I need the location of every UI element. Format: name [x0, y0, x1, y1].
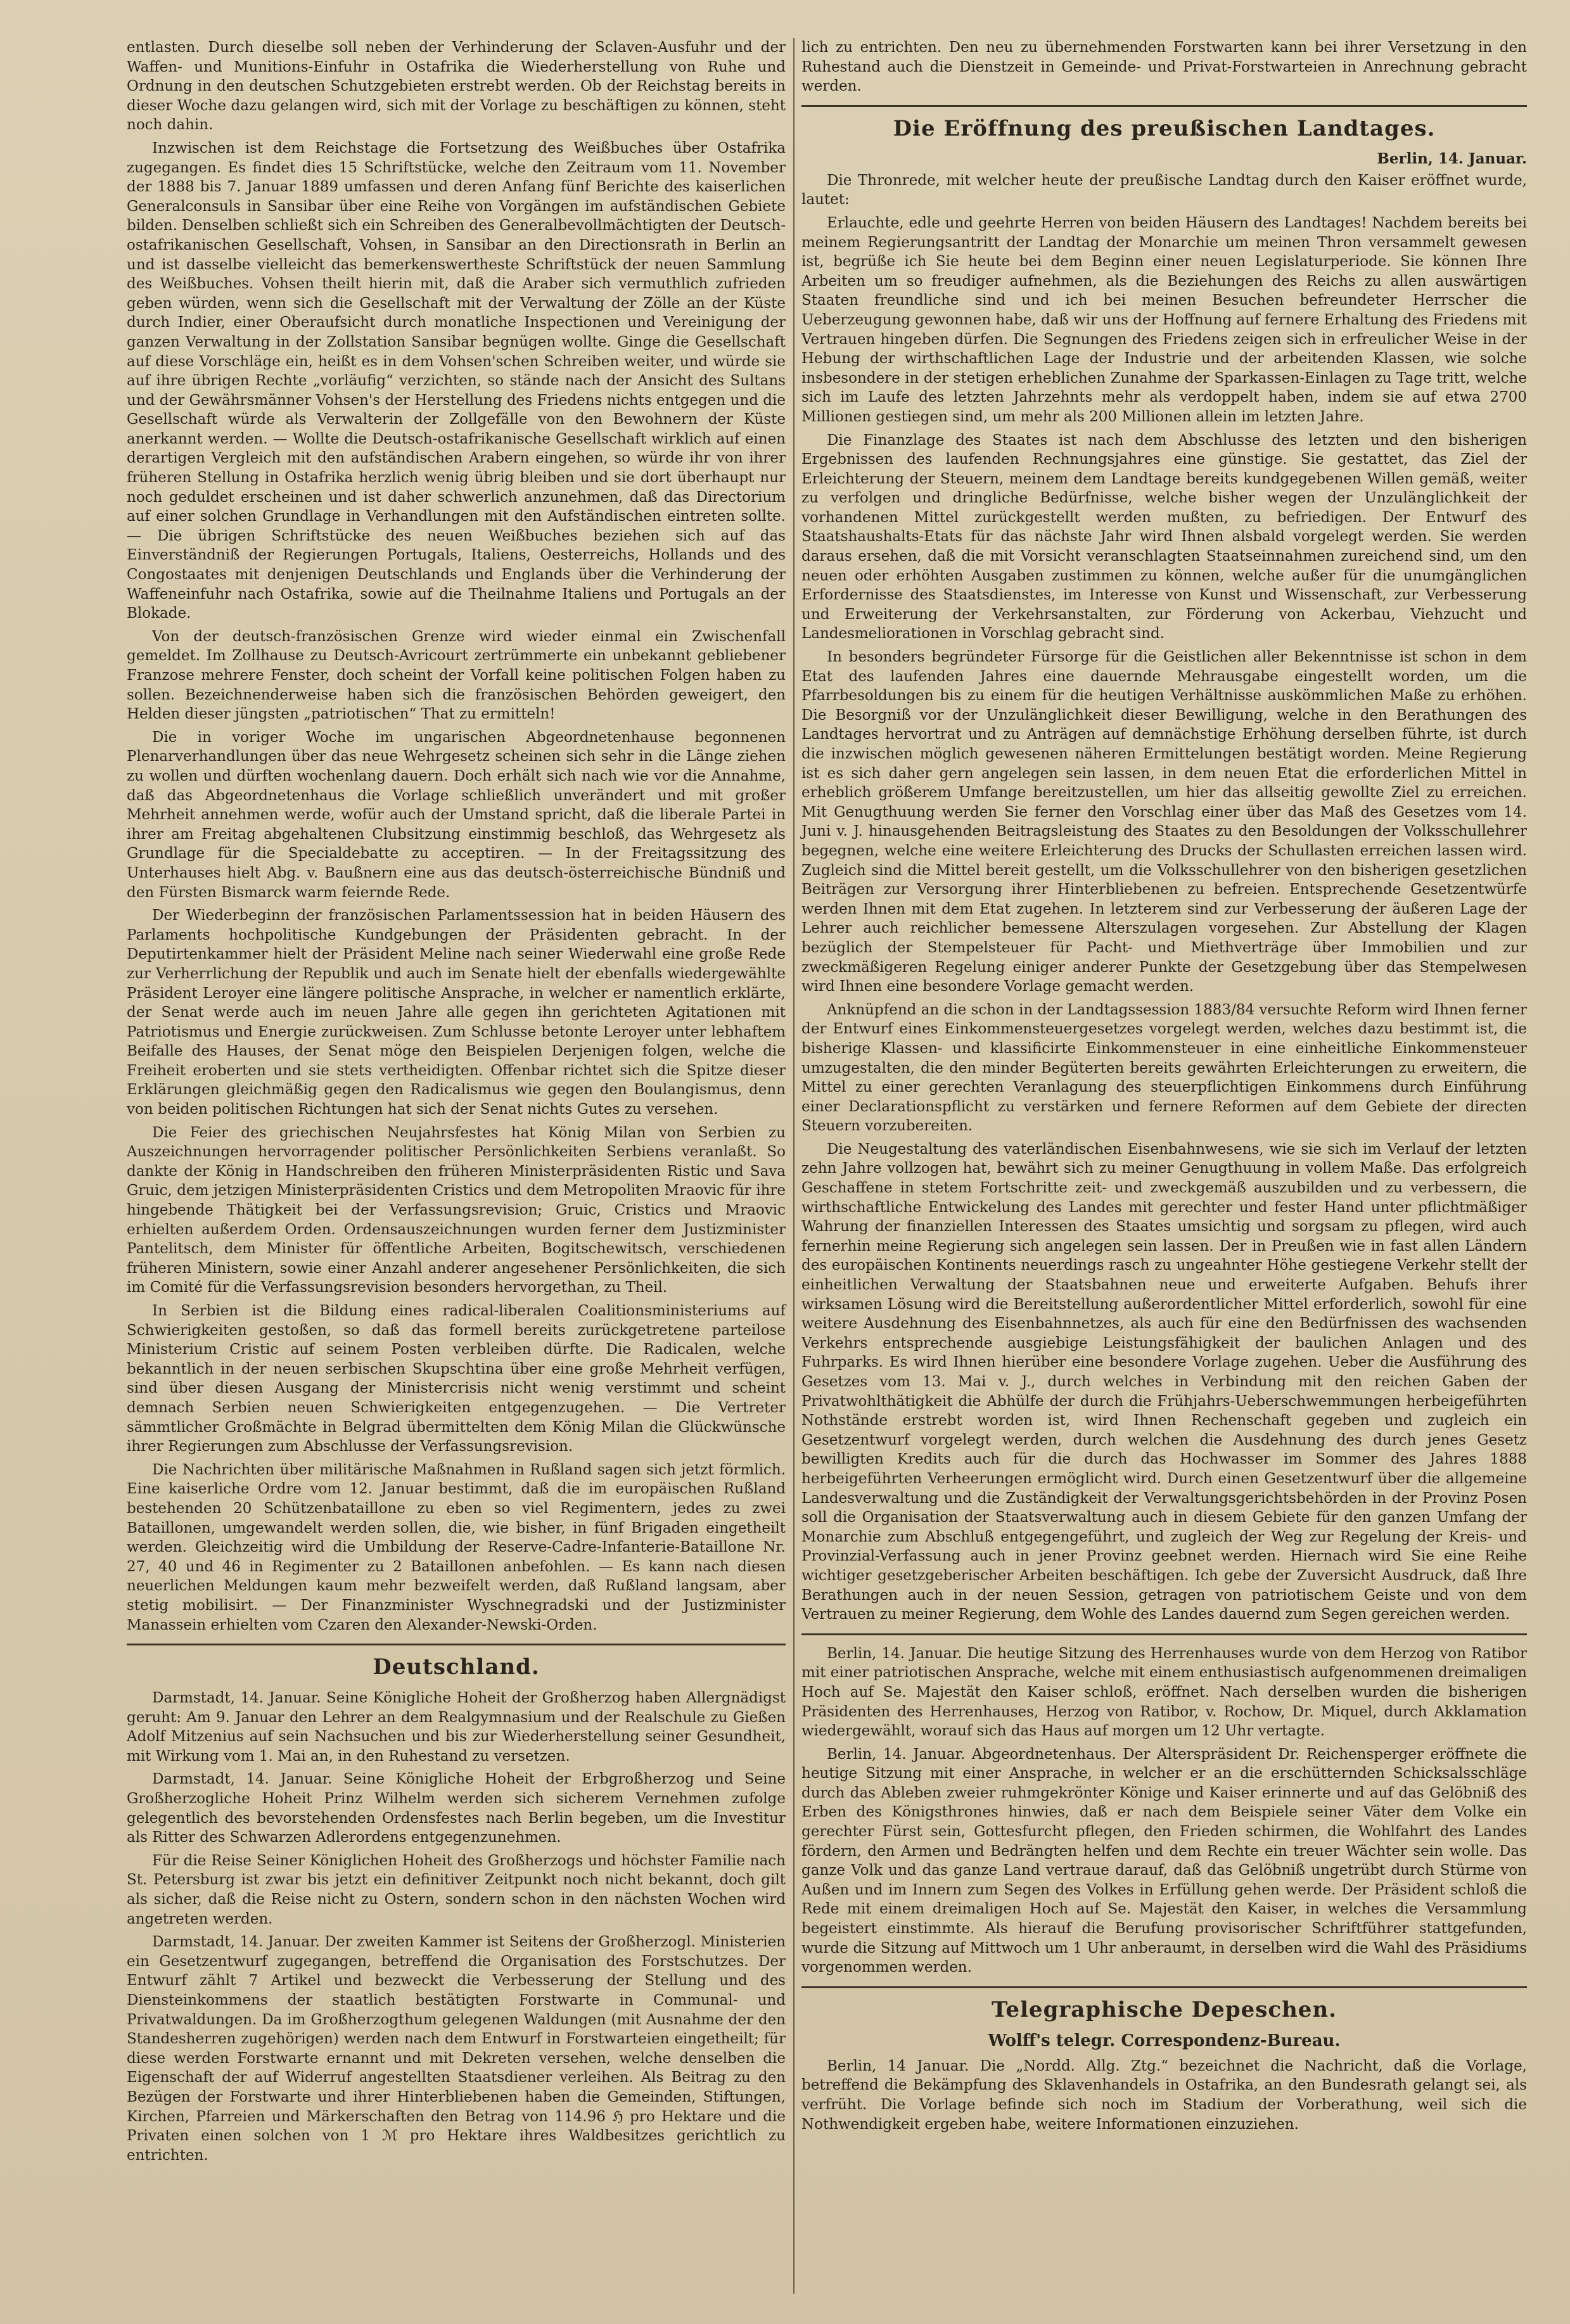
- paragraph: Die Neugestaltung des vaterländischen Eisenbahnwesens, wie sie sich im Verlauf der letzten zehn Jahre vollzogen hat, bewährt sich zu meiner Genugthuung in vollem Maße. Das erfolgreich Geschaffene in stetem Fortschritte zeit- und zweckgemäß auszubilden und zu verbessern, die wirthschaftliche Entwickelung des Landes mit gerechter und fester Hand unter pflichtmäßiger Wahrung der finanziellen Interessen des Staates umsichtig und sorgsam zu pflegen, wird auch fernerhin meine Regierung sich angelegen sein lassen. Der in Preußen wie in fast allen Ländern des europäischen Kontinents neuerdings rasch zu ungeahnter Höhe gestiegene Verkehr stellt der einheitlichen Verwaltung der Staatsbahnen neue und erweiterte Aufgaben. Behufs ihrer wirksamen Lösung wird die Bereitstellung außerordentlicher Mittel erforderlich, sowohl für eine weitere Ausdehnung des Eisenbahnnetzes, als auch für eine den Bedürfnissen des wachsenden Verkehrs entsprechende ausgiebige Leistungsfähigkeit der baulichen Anlagen und des Fuhrparks. Es wird Ihnen hierüber eine besondere Vorlage zugehen. Ueber die Ausführung des Gesetzes vom 13. Mai v. J., durch welches in Verbindung mit den reichen Gaben der Privatwohlthätigkeit die Abhülfe der durch die Frühjahrs-Ueberschwemmungen herbeigeführten Nothstände erstrebt worden ist, wird Ihnen Rechenschaft gegeben und zugleich ein Gesetzentwurf vorgelegt werden, durch welchen die Ausdehnung des durch jenes Gesetz bewilligten Kredits auch für die durch das Hochwasser im Sommer des Jahres 1888 herbeigeführten Verheerungen ermöglicht wird. Durch einen Gesetzentwurf über die allgemeine Landesverwaltung und die Zuständigkeit der Verwaltungsgerichtsbehörden in der Provinz Posen soll die Organisation der Staatsverwaltung auch in diesem Gebiete für den ganzen Umfang der Monarchie zum Abschluß entgegengeführt, und zugleich der Weg zur Regelung der Kreis- und Provinzial-Verfassung auch in jener Provinz geebnet werden. Hiernach wird Sie eine Reihe wichtiger gesetzgeberischer Arbeiten beschäftigen. Ich gebe der Zuversicht Ausdruck, daß Ihre Berathungen auch in der neuen Session, getragen von patriotischem Geiste und von dem Vertrauen zu meiner Regierung, dem Wohle des Landes dauernd zum Segen gereichen werden.: [801, 1140, 1527, 1623]
- paragraph: Die in voriger Woche im ungarischen Abgeordnetenhause begonnenen Plenarverhandlungen über das neue Wehrgesetz scheinen sich sehr in die Länge ziehen zu wollen und dürften wochenlang dauern. Doch erhält sich nach wie vor die Annahme, daß das Abgeordnetenhaus die Vorlage schließlich unverändert und mit großer Mehrheit annehmen werde, wofür auch der Umstand spricht, daß die liberale Partei in ihrer am Freitag abgehaltenen Clubsitzung einstimmig beschloß, das Wehrgesetz als Grundlage für die Specialdebatte zu acceptiren. — In der Freitagssitzung des Unterhauses hielt Abg. v. Baußnern eine aus das deutsch-österreichische Bündniß und den Fürsten Bismarck warm feiernde Rede.: [127, 729, 786, 901]
- paragraph: entlasten. Durch dieselbe soll neben der Verhinderung der Sclaven-Ausfuhr und der Waffen- und Munitions-Einfuhr in Ostafrika die Wiederherstellung von Ruhe und Ordnung in den deutschen Schutzgebieten erstrebt werden. Ob der Reichstag bereits in dieser Woche dazu gelangen wird, sich mit der Vorlage zu beschäftigen zu können, steht noch dahin.: [127, 39, 786, 134]
- paragraph: Darmstadt, 14. Januar. Der zweiten Kammer ist Seitens der Großherzogl. Ministerien ein Gesetzentwurf zugegangen, betreffend die Organisation des Forstschutzes. Der Entwurf zählt 7 Artikel und bezweckt die Verbesserung der Stellung und des Diensteinkommens der staatlich bestätigten Forstwarte in Communal- und Privatwaldungen. Da im Großherzogthum gelegenen Waldungen (mit Ausnahme der den Standesherren zugehörigen) werden nach dem Entwurf in Forstwarteien eingetheilt; für diese werden Forstwarte ernannt und mit Dekreten versehen, welche denselben die Eigenschaft der auf Widerruf angestellten Staatsdiener verleihen. Als Beitrag zu den Bezügen der Forstwarte und ihrer Hinterbliebenen haben die Gemeinden, Stiftungen, Kirchen, Pfarreien und Märkerschaften den Betrag von 114.96 ℌ pro Hektare und die Privaten einen solchen von 1 ℳ pro Hektare ihres Waldbesitzes gerichtlich zu entrichten.: [127, 1934, 786, 2164]
- section-heading-telegraphische: Telegraphische Depeschen.: [991, 1996, 1337, 2022]
- paragraph: In Serbien ist die Bildung eines radical-liberalen Coalitionsministeriums auf Schwierigkeiten gestoßen, so daß das formell bereits zurückgetretene parteilose Ministerium Cristic auf seinem Posten verbleiben dürfte. Die Radicalen, welche bekanntlich in der neuen serbischen Skupschtina über eine große Mehrheit verfügen, sind über diesen Ausgang der Ministercrisis nicht wenig verstimmt und scheint demnach Serbien neuen Schwierigkeiten entgegenzugehen. — Die Vertreter sämmtlicher Großmächte in Belgrad übermittelten dem König Milan die Glückwünsche ihrer Regierungen zum Abschlusse der Verfassungsrevision.: [127, 1303, 786, 1455]
- paragraph: Darmstadt, 14. Januar. Seine Königliche Hoheit der Großherzog haben Allergnädigst geruht: Am 9. Januar den Lehrer an dem Realgymnasium und der Realschule zu Gießen Adolf Mitzenius auf sein Nachsuchen und bis zur Wiederherstellung seiner Gesundheit, mit Wirkung vom 1. Mai an, in den Ruhestand zu versetzen.: [127, 1690, 786, 1765]
- subheading-wolff: Wolff's telegr. Correspondenz-Bureau.: [988, 2031, 1341, 2050]
- paragraph: Die Feier des griechischen Neujahrsfestes hat König Milan von Serbien zu Auszeichnungen hervorragender politischer Persönlichkeiten Serbiens veranlaßt. So dankte der König in Handschreiben den früheren Ministerpräsidenten Ristic und Sava Gruic, dem jetzigen Ministerpräsidenten Cristics und dem Metropoliten Mraovic für ihre hingebende Thätigkeit bei der Verfassungsrevision; Gruic, Cristics und Mraovic erhielten außerdem Orden. Ordensauszeichnungen wurden ferner dem Justizminister Pantelitsch, dem Minister für öffentliche Arbeiten, Bogitschewitsch, verschiedenen früheren Ministern, sowie einer Anzahl anderer angesehener Persönlichkeiten, die sich im Comité für die Verfassungsrevision besonders hervorgethan, zu Theil.: [127, 1124, 786, 1296]
- paragraph: Von der deutsch-französischen Grenze wird wieder einmal ein Zwischenfall gemeldet. Im Zollhause zu Deutsch-Avricourt zertrümmerte ein unbekannt gebliebener Franzose mehrere Fenster, doch scheint der Vorfall keine politischen Folgen haben zu sollen. Bezeichnenderweise haben sich die französischen Behörden geweigert, den Helden dieser jüngsten „patriotischen“ That zu ermitteln!: [127, 628, 786, 723]
- dateline: Berlin, 14. Januar.: [1377, 150, 1527, 167]
- paragraph: Darmstadt, 14. Januar. Seine Königliche Hoheit der Erbgroßherzog und Seine Großherzogliche Hoheit Prinz Wilhelm werden sich sicherem Vernehmen zufolge gelegentlich des bevorstehenden Ordensfestes nach Berlin begeben, um die Investitur als Ritter des Schwarzen Adlerordens entgegenzunehmen.: [127, 1771, 786, 1846]
- section-rule: [801, 105, 1527, 107]
- paragraph: Die Thronrede, mit welcher heute der preußische Landtag durch den Kaiser eröffnet wurde, lautet:: [801, 172, 1527, 208]
- section-rule: [127, 1644, 786, 1645]
- section-heading-deutschland: Deutschland.: [373, 1654, 540, 1680]
- paragraph: Für die Reise Seiner Königlichen Hoheit des Großherzogs und höchster Familie nach St. Petersburg ist zwar bis jetzt ein definitiver Zeitpunkt noch nicht bekannt, doch gilt als sicher, daß die Reise nicht zu Ostern, sondern schon in den nächsten Wochen wird angetreten werden.: [127, 1852, 786, 1927]
- paragraph: Berlin, 14. Januar. Abgeordnetenhaus. Der Alterspräsident Dr. Reichensperger eröffnete die heutige Sitzung mit einer Ansprache, in welcher er an die erschütternden Schicksalsschläge durch das Ableben zweier ruhmgekrönter Könige und Kaiser erinnerte und auf das Gelöbniß des Erben des Königsthrones hinwies, daß er nach dem Beispiele seiner Väter dem Volke ein gerechter Fürst sein, Gottesfurcht pflegen, den Frieden schirmen, die Wohlfahrt des Landes fördern, den Armen und Bedrängten helfen und dem Rechte ein treuer Wächter sein wolle. Das ganze Volk und das ganze Land vertraue darauf, daß das Gelöbniß ungetrübt durch Stürme von Außen und im Innern zum Segen des Volkes in Erfüllung gehen werde. Der Präsident schloß die Rede mit einem dreimaligen Hoch auf Se. Majestät den Kaiser, in welches die Versammlung begeistert einstimmte. Als hierauf die Berufung provisorischer Schriftführer stattgefunden, wurde die Sitzung auf Mittwoch um 1 Uhr anberaumt, in derselben wird die Wahl des Präsidiums vorgenommen werden.: [801, 1746, 1527, 1976]
- paragraph: lich zu entrichten. Den neu zu übernehmenden Forstwarten kann bei ihrer Versetzung in den Ruhestand auch die Dienstzeit in Gemeinde- und Privat-Forstwarteien in Anrechnung gebracht werden.: [801, 39, 1527, 95]
- paragraph: Die Finanzlage des Staates ist nach dem Abschlusse des letzten und den bisherigen Ergebnissen des laufenden Rechnungsjahres eine günstige. Sie gestattet, das Ziel der Erleichterung der Steuern, meinem dem Landtage bereits kundgegebenen Willen gemäß, weiter zu verfolgen und dringliche Bedürfnisse, welche bisher wegen der Unzulänglichkeit der vorhandenen Mittel zurückgestellt werden mußten, zu befriedigen. Der Entwurf des Staatshaushalts-Etats für das nächste Jahr wird Ihnen alsbald vorgelegt werden. Sie werden daraus ersehen, daß die mit Vorsicht veranschlagten Staatseinnahmen zureichend sind, um den neuen oder erhöhten Ausgaben zustimmen zu können, welche außer für die unumgänglichen Erfordernisse des Staatsdienstes, im Interesse von Kunst und Wissenschaft, zur Verbesserung und Erweiterung der Verkehrsanstalten, zur Förderung von Ackerbau, Viehzucht und Landesmeliorationen in Vorschlag gebracht sind.: [801, 431, 1527, 642]
- paragraph: Berlin, 14 Januar. Die „Nordd. Allg. Ztg.“ bezeichnet die Nachricht, daß die Vorlage, betreffend die Bekämpfung des Sklavenhandels in Ostafrika, an den Bundesrath gelangt sei, als verfrüht. Die Vorlage befinde sich noch im Stadium der Vorberathung, weil sich die Nothwendigkeit ergeben habe, weitere Informationen einzuziehen.: [801, 2057, 1527, 2133]
- column-divider: [793, 38, 795, 2294]
- section-heading-landtag: Die Eröffnung des preußischen Landtages.: [893, 115, 1436, 141]
- paragraph: Inzwischen ist dem Reichstage die Fortsetzung des Weißbuches über Ostafrika zugegangen. Es findet dies 15 Schriftstücke, welche den Zeitraum vom 11. November der 1888 bis 7. Januar 1889 umfassen und deren Anfang fünf Berichte des kaiserlichen Generalconsuls in Sansibar über eine Reihe von Vorgängen im aufständischen Gebiete bilden. Denselben schließt sich ein Schreiben des Generalbevollmächtigten der Deutsch-ostafrikanischen Gesellschaft, Vohsen, in Sansibar an den Directionsrath in Berlin an und ist dasselbe vielleicht das bemerkenswertheste Schriftstück der neuen Sammlung des Weißbuches. Vohsen theilt hierin mit, daß die Araber sich vermuthlich zufrieden geben würden, wenn sich die Gesellschaft mit der Verwaltung der Zölle an der Küste durch Indier, einer Oberaufsicht durch monatliche Inspectionen und Vereinigung der ganzen Verwaltung in der Zollstation Sansibar begnügen wollte. Ginge die Gesellschaft auf diese Vorschläge ein, heißt es in dem Vohsen'schen Schreiben weiter, und würde sie auf ihre übrigen Rechte „vorläufig“ verzichten, so stände nach der Ansicht des Sultans und der Gewährsmänner Vohsen's der Herstellung des Friedens nichts entgegen und die Gesellschaft würde als Verwalterin der Zollgefälle von den Bewohnern der Küste anerkannt werden. — Wollte die Deutsch-ostafrikanische Gesellschaft wirklich auf einen derartigen Vergleich mit den aufständischen Arabern eingehen, so würde ihr von ihrer früheren Stellung in Ostafrika herzlich wenig übrig bleiben und sie dort überhaupt nur noch geduldet erscheinen und ist daher schwerlich anzunehmen, daß das Directorium auf einer solchen Grundlage in Verhandlungen mit den Aufständischen eintreten sollte. — Die übrigen Schriftstücke des neuen Weißbuches beziehen sich auf das Einverständniß der Regierungen Portugals, Italiens, Oesterreichs, Hollands und des Congostaates mit denjenigen Deutschlands und Englands über die Verhinderung der Waffeneinfuhr nach Ostafrika, sowie auf die Theilnahme Italiens und Portugals an der Blokade.: [127, 139, 786, 622]
- paragraph: Anknüpfend an die schon in der Landtagssession 1883/84 versuchte Reform wird Ihnen ferner der Entwurf eines Einkommensteuergesetzes vorgelegt werden, welches dazu bestimmt ist, die bisherige Klassen- und klassificirte Einkommensteuer in eine einheitliche Einkommensteuer umzugestalten, die den minder Begüterten bereits gewährten Erleichterungen zu erweitern, die Mittel zu einer gerechten Veranlagung des steuerpflichtigen Einkommens durch Einführung einer Declarationspflicht zu verstärken und fernere Reformen auf dem Gebiete der directen Steuern vorzubereiten.: [801, 1001, 1527, 1135]
- right-column: [801, 38, 1527, 2138]
- paragraph: Die Nachrichten über militärische Maßnahmen in Rußland sagen sich jetzt förmlich. Eine kaiserliche Ordre vom 12. Januar bestimmt, daß die im europäischen Rußland bestehenden 20 Schützenbataillone zu eben so viel Regimentern, jedes zu zwei Bataillonen, umgewandelt werden sollen, die, wie bisher, in fünf Brigaden eingetheilt werden. Gleichzeitig wird die Umbildung der Reserve-Cadre-Infanterie-Bataillone Nr. 27, 40 und 46 in Regimenter zu 2 Bataillonen anbefohlen. — Es kann nach diesen neuerlichen Meldungen kaum mehr bezweifelt werden, daß Rußland langsam, aber stetig mobilisirt. — Der Finanzminister Wyschnegradski und der Justizminister Manassein erhielten vom Czaren den Alexander-Newski-Orden.: [127, 1461, 786, 1633]
- section-rule: [801, 1986, 1527, 1988]
- left-column: [127, 38, 786, 2169]
- paragraph: Berlin, 14. Januar. Die heutige Sitzung des Herrenhauses wurde von dem Herzog von Ratibor mit einer patriotischen Ansprache, welche mit einem enthusiastisch aufgenommenen dreimaligen Hoch auf Se. Majestät den Kaiser schloß, eröffnet. Nach derselben wurden die bisherigen Präsidenten des Herrenhauses, Herzog von Ratibor, v. Rochow, Dr. Miquel, durch Akklamation wiedergewählt, worauf sich das Haus auf morgen um 12 Uhr vertagte.: [801, 1645, 1527, 1740]
- paragraph: Der Wiederbeginn der französischen Parlamentssession hat in beiden Häusern des Parlaments hochpolitische Kundgebungen der Präsidenten gebracht. In der Deputirtenkammer hielt der Präsident Meline nach seiner Wiederwahl eine große Rede zur Verherrlichung der Republik und auch im Senate hielt der ebenfalls wiedergewählte Präsident Leroyer eine längere politische Ansprache, in welcher er namentlich erklärte, der Senat werde auch im neuen Jahre alle gegen ihn gerichteten Agitationen mit Patriotismus und Energie zurückweisen. Zum Schlusse betonte Leroyer unter lebhaftem Beifalle des Hauses, der Senat möge den Beispielen Derjenigen folgen, welche die Freiheit eroberten und sie stets vertheidigten. Offenbar richtet sich die Spitze dieser Erklärungen gleichmäßig gegen den Radicalismus wie gegen den Boulangismus, denn von beiden politischen Richtungen hat sich der Senat nichts Gutes zu versehen.: [127, 907, 786, 1118]
- paragraph: Erlauchte, edle und geehrte Herren von beiden Häusern des Landtages! Nachdem bereits bei meinem Regierungsantritt der Landtag der Monarchie um meinen Thron versammelt gewesen ist, begrüße ich Sie heute bei dem Beginn einer neuen Legislaturperiode. Sie können Ihre Arbeiten um so freudiger aufnehmen, als die Beziehungen des Reichs zu allen auswärtigen Staaten freundliche sind und ich bei meinen Besuchen befreundeter Herrscher die Ueberzeugung gewonnen habe, daß wir uns der Hoffnung auf fernere Erhaltung des Friedens mit Vertrauen hingeben dürfen. Die Segnungen des Friedens zeigen sich in erfreulicher Weise in der Hebung der wirthschaftlichen Lage der Industrie und der arbeitenden Klassen, wie solche insbesondere in der stetigen erheblichen Zunahme der Sparkassen-Einlagen zu Tage tritt, welche sich im Laufe des letzten Jahrzehnts mehr als verdoppelt haben, indem sie auf etwa 2700 Millionen gestiegen sind, um mehr als 200 Millionen allein im letzten Jahre.: [801, 214, 1527, 425]
- section-rule: [801, 1633, 1527, 1635]
- paragraph: In besonders begründeter Fürsorge für die Geistlichen aller Bekenntnisse ist schon in dem Etat des laufenden Jahres eine dauernde Mehrausgabe eingestellt worden, um die Pfarrbesoldungen bis zu einem für die heutigen Verhältnisse auskömmlichen Maße zu erhöhen. Die Besorgniß vor der Unzulänglichkeit dieser Bewilligung, welche in den Berathungen des Landtages hervortrat und zu Anträgen auf demnächstige Erhöhung derselben führte, ist durch die inzwischen möglich gewesenen näheren Ermittelungen bestätigt worden. Meine Regierung ist es sich daher gern angelegen sein lassen, in dem neuen Etat die erforderlichen Mittel in erheblich größerem Umfange bereitzustellen, um hier das allseitig gewollte Ziel zu erreichen. Mit Genugthuung werden Sie ferner den Vorschlag einer über das Maß des Gesetzes vom 14. Juni v. J. hinausgehenden Beitragsleistung des Staates zu den Besoldungen der Volksschullehrer begegnen, welche eine weitere Erleichterung des Drucks der Schullasten erreichen lassen wird. Zugleich sind die Mittel bereit gestellt, um die Volksschullehrer von den bisherigen gesetzlichen Beiträgen zur Versorgung ihrer Hinterbliebenen zu befreien. Entsprechende Gesetzentwürfe werden Ihnen mit dem Etat zugehen. In letzterem sind zur Verbesserung der äußeren Lage der Lehrer auch reichlicher bemessene Alterszulagen vorgesehen. Zur Abstellung der Klagen bezüglich der Stempelsteuer für Pacht- und Miethverträge über Immobilien und zur zweckmäßigeren Regelung einiger anderer Punkte der Gesetzgebung über das Stempelwesen wird Ihnen eine besondere Vorlage gemacht werden.: [801, 649, 1527, 995]
